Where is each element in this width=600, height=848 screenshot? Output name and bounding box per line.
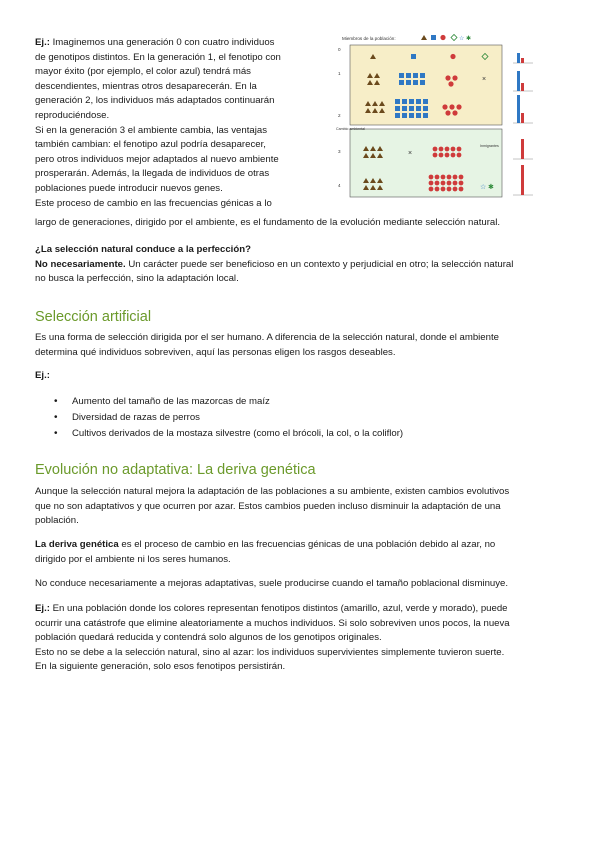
artificial-ej-label: Ej.: [35, 370, 50, 381]
diamond-icon [451, 35, 457, 41]
artificial-line: determina qué individuos sobreviven, aquí las personas eligen los rasgos deseables. [35, 346, 396, 358]
intro-line: mayor éxito (por ejemplo, el color azul) tendrá más [35, 66, 251, 78]
artificial-selection-heading: Selección artificial [35, 309, 152, 325]
drift-line: Aunque la selección natural mejora la adaptación de las poblaciones a su ambiente, existen cambios evolutivos [35, 486, 510, 497]
drift-ej-label: Ej.: [35, 603, 50, 614]
drift-line: es el proceso de cambio en las frecuencias génicas de una población debido al azar, no [121, 539, 496, 550]
drift-paragraph-2 [35, 538, 565, 567]
intro-ej-label: Ej.: [35, 37, 50, 48]
list-item: • Aumento del tamaño de las mazorcas de maíz [35, 394, 565, 410]
gen2-squares [395, 99, 428, 118]
generation-label: 1 [338, 71, 341, 76]
intro-line: Si en la generación 3 el ambiente cambia, las ventajas [35, 124, 267, 136]
intro-full-line: largo de generaciones, dirigido por el ambiente, es el fundamento de la evolución mediante selección natural. [35, 217, 501, 228]
perfection-answer: Un carácter puede ser beneficioso en un contexto y perjudicial en otro; la selección natural [128, 258, 514, 270]
star-icon: ✱ [488, 184, 494, 191]
newcomers-label: Inmigrantes [480, 144, 499, 148]
extinct-mark-icon: × [482, 76, 487, 83]
perfection-question: ¿La selección natural conduce a la perfección? [35, 244, 251, 255]
square-icon [431, 35, 436, 40]
artificial-selection-body [35, 331, 565, 360]
drift-paragraph-1 [35, 485, 565, 529]
intro-line: también cambian: el fenotipo azul podría desaparecer, [35, 139, 266, 151]
intro-line: descendientes, mientras otros desaparecerán. En la [35, 80, 257, 92]
intro-line: prosperarán. Además, la llegada de individuos de otras [35, 168, 270, 180]
drift-line: que no son adaptativos y que ocurren por azar. Estos cambios pueden incluso disminuir la adaptación de una [35, 500, 501, 512]
intro-line: Este proceso de cambio en las frecuencias génicas a lo [35, 197, 272, 209]
natural-selection-figure [335, 31, 565, 221]
frequency-bar-panels [513, 53, 533, 195]
generation-label: 2 [338, 113, 341, 118]
genetic-drift-heading: Evolución no adaptativa: La deriva genética [35, 462, 316, 478]
figure-legend-icons [421, 35, 471, 43]
intro-paragraph [35, 36, 335, 211]
intro-line: poblaciones puede introducir nuevos genes. [35, 182, 223, 194]
star-icon: ☆ [459, 36, 465, 42]
perfection-answer-line2: no busca la perfección, sino la adaptación local. [35, 273, 239, 285]
star-icon: ✱ [466, 36, 472, 42]
drift-term: La deriva genética [35, 539, 119, 550]
perfection-answer-bold: No necesariamente. [35, 258, 126, 270]
intro-line: Imaginemos una generación 0 con cuatro individuos [52, 37, 275, 48]
drift-line: En una población donde los colores representan fenotipos distintos (amarillo, azul, verde y morado), puede [52, 603, 508, 614]
artificial-examples [35, 394, 565, 441]
drift-line: dirigido por el ambiente ni los seres humanos. [35, 553, 231, 565]
generation-label: 4 [338, 183, 341, 188]
perfection-section [35, 243, 565, 287]
star-icon: ☆ [480, 184, 487, 191]
circle-icon [440, 35, 445, 40]
generation-label: 3 [338, 149, 341, 154]
drift-line: En la siguiente generación, solo esos fenotipos persistirán. [35, 661, 286, 673]
figure-legend-label: Miembros de la población: [342, 36, 396, 41]
triangle-icon [421, 35, 427, 40]
drift-line: población. [35, 515, 79, 527]
individual-square [411, 54, 416, 59]
extinct-mark-icon: × [408, 150, 413, 157]
drift-line: ocurrir una catástrofe que elimine aleatoriamente a muchos individuos. Si solo sobreviven unos pocos, la nueva [35, 617, 510, 629]
env-change-label: Cambio ambiental [336, 127, 365, 131]
drift-example [35, 602, 565, 675]
list-item: • Cultivos derivados de la mostaza silvestre (como el brócoli, la col, o la coliflor) [35, 426, 565, 442]
intro-line: pero otros individuos mejor adaptados al nuevo ambiente [35, 153, 279, 165]
intro-line: reproduciéndose. [35, 109, 110, 121]
list-item: • Diversidad de razas de perros [35, 410, 565, 426]
generation-label: 0 [338, 47, 341, 52]
intro-line: de genotipos distintos. En la generación 1, el fenotipo con [35, 51, 281, 63]
drift-line: población quedará reducida y contendrá solo algunos de los genotipos originales. [35, 632, 382, 644]
drift-paragraph-3: No conduce necesariamente a mejoras adaptativas, suele producirse cuando el tamaño poblacional disminuye. [35, 578, 509, 589]
artificial-line: Es una forma de selección dirigida por el ser humano. A diferencia de la selección natural, donde el ambiente [35, 332, 499, 343]
intro-line: generación 2, los individuos más adaptados continuarán [35, 95, 275, 107]
drift-line: Esto no se debe a la selección natural, sino al azar: los individuos supervivientes simplemente tuvieron suerte. [35, 646, 505, 658]
individual-circle [450, 54, 455, 59]
